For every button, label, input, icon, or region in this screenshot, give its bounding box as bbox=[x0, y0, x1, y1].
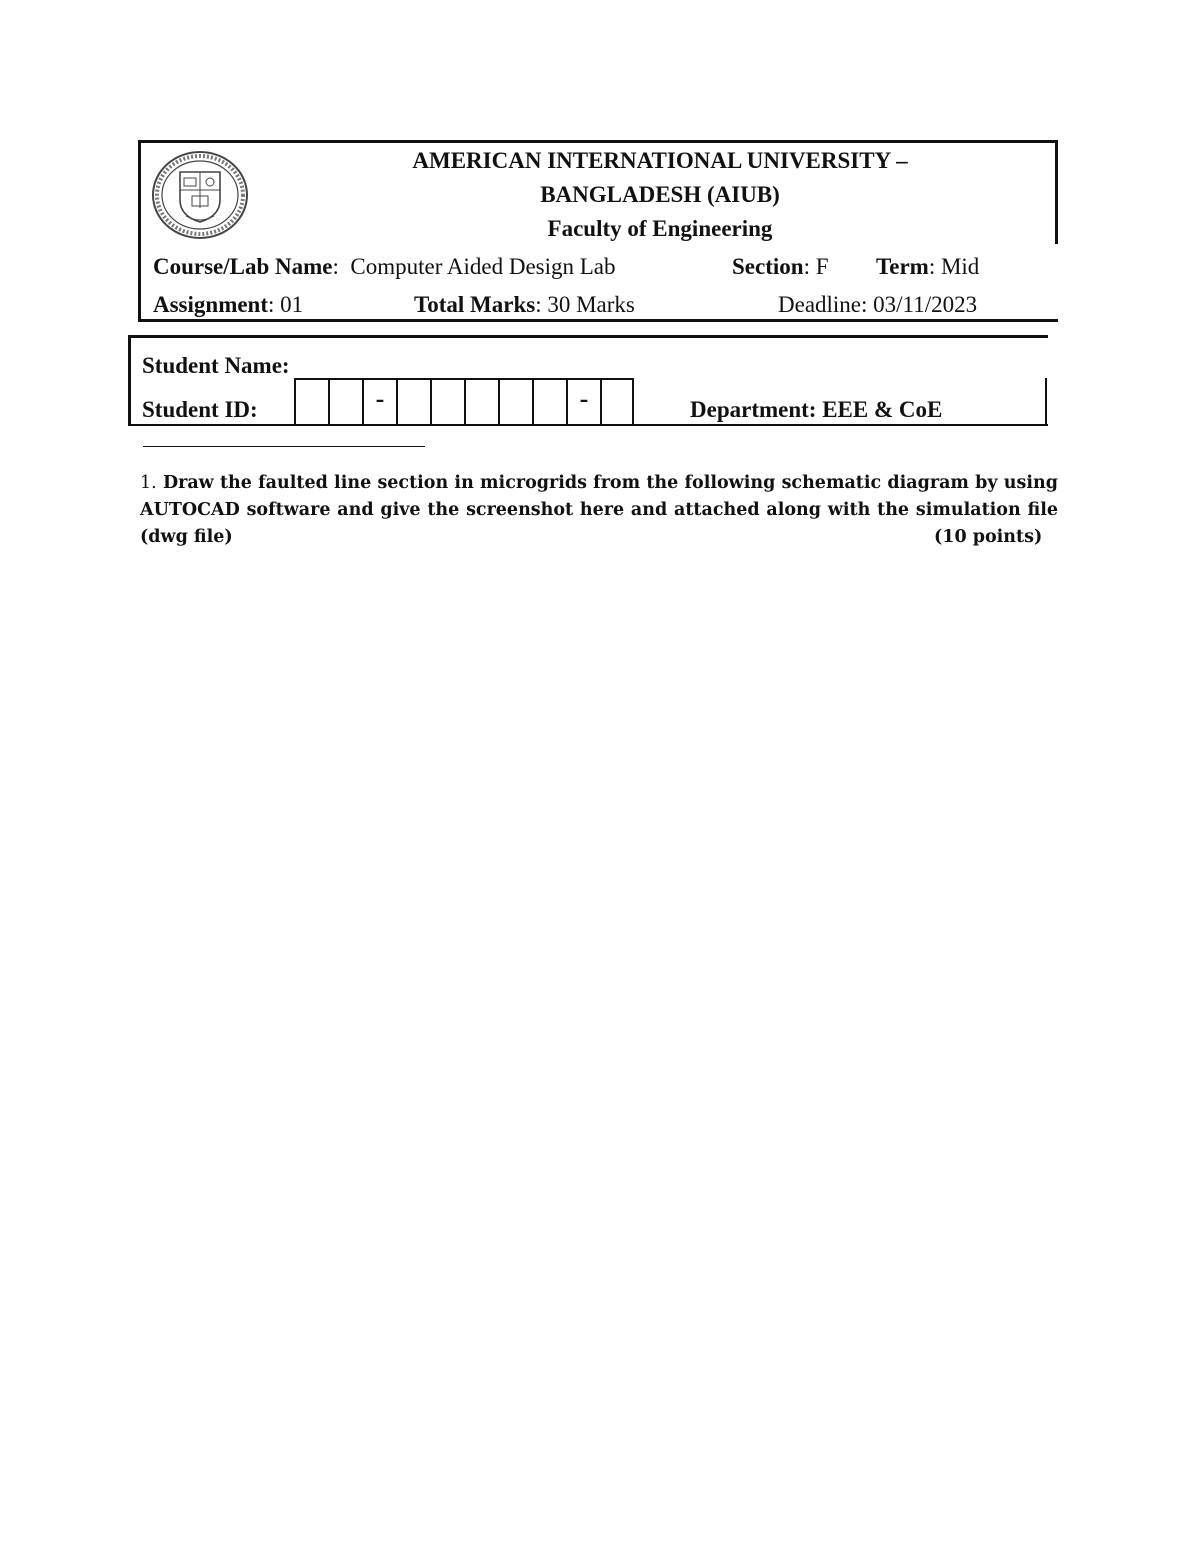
id-cell[interactable] bbox=[464, 380, 498, 425]
total-marks-value: 30 Marks bbox=[547, 292, 635, 317]
question-points: (10 points) bbox=[934, 527, 1043, 547]
section-label: Section bbox=[732, 254, 804, 279]
course-value: Computer Aided Design Lab bbox=[350, 254, 616, 279]
deadline-label: Deadline bbox=[778, 292, 862, 317]
student-name-label: Student Name: bbox=[142, 353, 290, 378]
question-text: Draw the faulted line section in microgrids from the following schematic diagram by using AUTOCAD software and give the screenshot here and attached along with the simulation file (dwg file) bbox=[140, 473, 1058, 547]
university-name-line2: BANGLADESH (AIUB) bbox=[540, 182, 780, 207]
section-value: F bbox=[815, 254, 829, 279]
section-field: Section: F bbox=[732, 254, 829, 279]
student-box-right-border bbox=[1045, 378, 1047, 425]
course-label: Course/Lab Name bbox=[153, 254, 333, 279]
id-cell[interactable] bbox=[532, 380, 566, 425]
student-id-label: Student ID: bbox=[142, 397, 258, 422]
university-name-line1: AMERICAN INTERNATIONAL UNIVERSITY – bbox=[412, 148, 908, 173]
assignment-field: Assignment: 01 bbox=[153, 292, 304, 317]
question-1 bbox=[140, 470, 1058, 551]
deadline-field: Deadline: 03/11/2023 bbox=[778, 292, 978, 317]
total-marks-label: Total Marks bbox=[414, 292, 536, 317]
id-cell[interactable] bbox=[328, 380, 362, 425]
student-id-boxes[interactable] bbox=[294, 378, 634, 425]
id-cell[interactable] bbox=[430, 380, 464, 425]
assignment-label: Assignment bbox=[153, 292, 269, 317]
id-cell[interactable] bbox=[498, 380, 532, 425]
university-seal-logo bbox=[150, 150, 250, 240]
id-cell[interactable] bbox=[294, 380, 328, 425]
term-field: Term: Mid bbox=[876, 254, 980, 279]
department-label: Department: EEE & CoE bbox=[690, 397, 943, 422]
faculty-name: Faculty of Engineering bbox=[547, 216, 773, 241]
id-cell[interactable] bbox=[396, 380, 430, 425]
term-value: Mid bbox=[940, 254, 980, 279]
id-separator-cell: - bbox=[566, 380, 600, 425]
id-cell[interactable] bbox=[600, 380, 634, 425]
footnote-rule bbox=[143, 446, 425, 447]
total-marks-field: Total Marks: 30 Marks bbox=[414, 292, 635, 317]
question-number: 1. bbox=[140, 473, 157, 493]
deadline-value: 03/11/2023 bbox=[873, 292, 978, 317]
term-label: Term bbox=[876, 254, 929, 279]
course-field: Course/Lab Name: Computer Aided Design Lab bbox=[153, 254, 616, 279]
assignment-value: 01 bbox=[280, 292, 304, 317]
id-separator-cell: - bbox=[362, 380, 396, 425]
